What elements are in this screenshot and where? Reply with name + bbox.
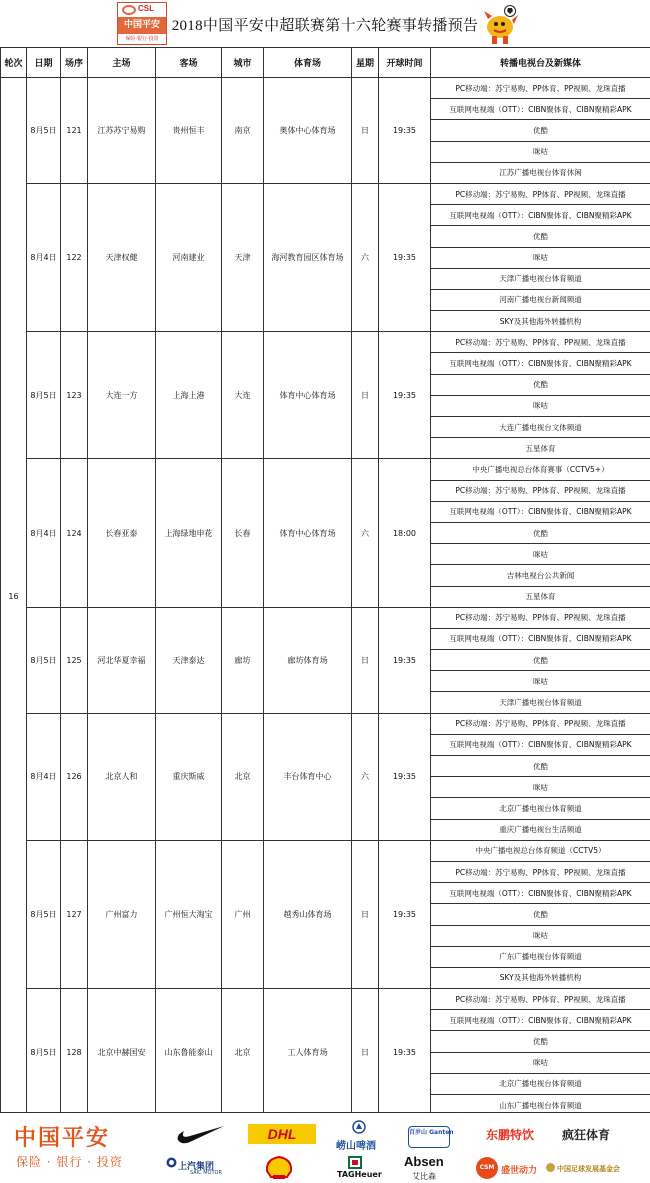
broadcaster-cell: PC移动端：苏宁易购、PP体育、PP视频、龙珠直播 — [431, 183, 650, 204]
broadcaster-cell: 天津广播电视台体育频道 — [431, 268, 650, 289]
match-seq: 122 — [61, 183, 88, 331]
broadcaster-cell: 中央广播电视总台体育赛事（CCTV5+） — [431, 459, 650, 480]
schedule-table — [0, 47, 650, 1116]
kickoff-time: 19:35 — [379, 78, 431, 184]
saic-sub: SAIC MOTOR — [190, 1170, 222, 1176]
absen-sub: 艾比森 — [412, 1172, 436, 1181]
broadcaster-cell: 优酷 — [431, 522, 650, 543]
shell-logo-icon — [264, 1155, 294, 1181]
home-team: 广州富力 — [88, 840, 156, 988]
broadcaster-cell: 优酷 — [431, 374, 650, 395]
match-seq: 123 — [61, 332, 88, 459]
table-header-row — [1, 48, 650, 78]
dongpeng-logo: 东鹏特饮 — [486, 1128, 535, 1142]
away-team: 重庆斯威 — [156, 713, 222, 840]
col-header-seq: 场序 — [61, 48, 88, 78]
tagheuer-logo: TAGHeuer — [337, 1170, 382, 1179]
broadcaster-cell: 五星体育 — [431, 438, 650, 459]
home-team: 北京人和 — [88, 713, 156, 840]
pingan-slogan: 保险 · 银行 · 投资 — [16, 1155, 123, 1169]
col-header-away: 客场 — [156, 48, 222, 78]
match-date: 8月5日 — [27, 332, 61, 459]
page-title: 2018中国平安中超联赛第十六轮赛事转播预告 — [171, 18, 479, 34]
dhl-logo: DHL — [248, 1124, 316, 1144]
broadcaster-cell: 重庆广播电视台生活频道 — [431, 819, 650, 840]
kickoff-time: 19:35 — [379, 713, 431, 840]
match-city: 北京 — [222, 713, 264, 840]
table-row — [1, 840, 650, 861]
broadcaster-cell: 咪咕 — [431, 925, 650, 946]
broadcaster-cell: 山东广播电视台体育频道 — [431, 1095, 650, 1116]
broadcaster-cell: PC移动端：苏宁易购、PP体育、PP视频、龙珠直播 — [431, 989, 650, 1010]
broadcaster-cell: 河南广播电视台新闻频道 — [431, 289, 650, 310]
broadcaster-cell: 优酷 — [431, 756, 650, 777]
nike-swoosh-icon — [176, 1122, 226, 1146]
table-row — [1, 989, 650, 1010]
broadcaster-cell: 江苏广播电视台体育休闲 — [431, 162, 650, 183]
match-date: 8月4日 — [27, 713, 61, 840]
page-header — [0, 0, 650, 47]
broadcaster-cell: 优酷 — [431, 904, 650, 925]
match-weekday: 日 — [352, 332, 379, 459]
broadcaster-cell: PC移动端：苏宁易购、PP体育、PP视频、龙珠直播 — [431, 713, 650, 734]
kickoff-time: 19:35 — [379, 989, 431, 1116]
match-stadium: 体育中心体育场 — [264, 459, 352, 607]
broadcaster-cell: 咪咕 — [431, 671, 650, 692]
tagheuer-badge-icon — [348, 1156, 362, 1169]
kickoff-time: 19:35 — [379, 183, 431, 331]
match-city: 大连 — [222, 332, 264, 459]
broadcaster-cell: 吉林电视台公共新闻 — [431, 565, 650, 586]
away-team: 山东鲁能泰山 — [156, 989, 222, 1116]
match-stadium: 丰台体育中心 — [264, 713, 352, 840]
match-weekday: 日 — [352, 840, 379, 988]
broadcaster-cell: 咪咕 — [431, 1052, 650, 1073]
pingan-logo: 中国平安 — [14, 1126, 111, 1151]
broadcaster-cell: PC移动端：苏宁易购、PP体育、PP视频、龙珠直播 — [431, 480, 650, 501]
broadcaster-cell: 咪咕 — [431, 247, 650, 268]
away-team: 上海绿地申花 — [156, 459, 222, 607]
match-city: 廊坊 — [222, 607, 264, 713]
csm-badge: CSM — [476, 1157, 498, 1179]
col-header-date: 日期 — [27, 48, 61, 78]
kickoff-time: 19:35 — [379, 840, 431, 988]
match-date: 8月5日 — [27, 989, 61, 1116]
csl-logo — [117, 2, 167, 45]
broadcaster-cell: 优酷 — [431, 650, 650, 671]
away-team: 天津泰达 — [156, 607, 222, 713]
match-stadium: 越秀山体育场 — [264, 840, 352, 988]
match-seq: 126 — [61, 713, 88, 840]
match-stadium: 工人体育场 — [264, 989, 352, 1116]
broadcaster-cell: PC移动端：苏宁易购、PP体育、PP视频、龙珠直播 — [431, 607, 650, 628]
away-team: 广州恒大淘宝 — [156, 840, 222, 988]
col-header-city: 城市 — [222, 48, 264, 78]
broadcaster-cell: 互联网电视端（OTT）：CIBN聚体育、CIBN聚精彩APK — [431, 1010, 650, 1031]
broadcaster-cell: 互联网电视端（OTT）：CIBN聚体育、CIBN聚精彩APK — [431, 883, 650, 904]
match-date: 8月4日 — [27, 183, 61, 331]
broadcaster-cell: 中央广播电视总台体育频道（CCTV5） — [431, 840, 650, 861]
broadcaster-cell: 北京广播电视台体育频道 — [431, 798, 650, 819]
absen-logo: Absen — [404, 1154, 444, 1169]
broadcaster-cell: SKY及其他海外转播机构 — [431, 311, 650, 332]
match-date: 8月5日 — [27, 78, 61, 184]
broadcaster-cell: 互联网电视端（OTT）：CIBN聚体育、CIBN聚精彩APK — [431, 628, 650, 649]
match-date: 8月4日 — [27, 459, 61, 607]
match-stadium: 廊坊体育场 — [264, 607, 352, 713]
broadcaster-cell: 广东广播电视台体育频道 — [431, 946, 650, 967]
table-row — [1, 607, 650, 628]
match-stadium: 海河教育园区体育场 — [264, 183, 352, 331]
broadcaster-cell: 咪咕 — [431, 544, 650, 565]
broadcaster-cell: 互联网电视端（OTT）：CIBN聚体育、CIBN聚精彩APK — [431, 99, 650, 120]
home-team: 北京中赫国安 — [88, 989, 156, 1116]
col-header-broadcasters: 转播电视台及新媒体 — [431, 48, 650, 78]
csl-logo-band: 中国平安 — [118, 17, 166, 34]
match-date: 8月5日 — [27, 607, 61, 713]
broadcaster-cell: 互联网电视端（OTT）：CIBN聚体育、CIBN聚精彩APK — [431, 205, 650, 226]
broadcaster-cell: SKY及其他海外转播机构 — [431, 967, 650, 988]
home-team: 江苏苏宁易购 — [88, 78, 156, 184]
broadcaster-cell: 大连广播电视台文体频道 — [431, 417, 650, 438]
match-date: 8月5日 — [27, 840, 61, 988]
match-weekday: 日 — [352, 607, 379, 713]
broadcaster-cell: 咪咕 — [431, 777, 650, 798]
broadcaster-cell: 天津广播电视台体育频道 — [431, 692, 650, 713]
csl-logo-sub: 保险·银行·投资 — [125, 36, 159, 42]
kuangre-logo: 疯狂体育 — [562, 1128, 611, 1142]
match-city: 南京 — [222, 78, 264, 184]
broadcaster-cell: PC移动端：苏宁易购、PP体育、PP视频、龙珠直播 — [431, 332, 650, 353]
round-cell: 16 — [1, 78, 27, 1116]
match-weekday: 六 — [352, 713, 379, 840]
match-seq: 127 — [61, 840, 88, 988]
broadcaster-cell: 互联网电视端（OTT）：CIBN聚体育、CIBN聚精彩APK — [431, 353, 650, 374]
col-header-kickoff: 开球时间 — [379, 48, 431, 78]
home-team: 长春亚泰 — [88, 459, 156, 607]
broadcaster-cell: 北京广播电视台体育频道 — [431, 1073, 650, 1094]
broadcaster-cell: 咪咕 — [431, 141, 650, 162]
match-seq: 121 — [61, 78, 88, 184]
match-city: 长春 — [222, 459, 264, 607]
laoshan-emblem-icon — [352, 1119, 366, 1135]
csl-ring-icon — [122, 5, 136, 15]
table-row — [1, 332, 650, 353]
match-weekday: 日 — [352, 78, 379, 184]
broadcaster-cell: 优酷 — [431, 120, 650, 141]
match-city: 北京 — [222, 989, 264, 1116]
table-row — [1, 459, 650, 480]
away-team: 河南建业 — [156, 183, 222, 331]
col-header-round: 轮次 — [1, 48, 27, 78]
col-header-home: 主场 — [88, 48, 156, 78]
table-row — [1, 183, 650, 204]
home-team: 河北华夏幸福 — [88, 607, 156, 713]
broadcaster-cell: PC移动端：苏宁易购、PP体育、PP视频、龙珠直播 — [431, 861, 650, 882]
ganten-logo: 百岁山 Ganten — [408, 1126, 450, 1148]
col-header-stadium: 体育场 — [264, 48, 352, 78]
broadcaster-cell: 优酷 — [431, 1031, 650, 1052]
broadcaster-cell: 互联网电视端（OTT）：CIBN聚体育、CIBN聚精彩APK — [431, 501, 650, 522]
match-city: 广州 — [222, 840, 264, 988]
table-row — [1, 713, 650, 734]
match-weekday: 六 — [352, 183, 379, 331]
csl-logo-text: CSL — [138, 4, 154, 13]
match-seq: 124 — [61, 459, 88, 607]
kickoff-time: 19:35 — [379, 607, 431, 713]
col-header-weekday: 星期 — [352, 48, 379, 78]
broadcaster-cell: PC移动端：苏宁易购、PP体育、PP视频、龙珠直播 — [431, 78, 650, 99]
match-city: 天津 — [222, 183, 264, 331]
match-seq: 128 — [61, 989, 88, 1116]
sponsor-bar — [0, 1112, 650, 1183]
laoshan-logo: 崂山啤酒 — [336, 1141, 376, 1152]
match-stadium: 奥体中心体育场 — [264, 78, 352, 184]
match-weekday: 日 — [352, 989, 379, 1116]
broadcaster-cell: 互联网电视端（OTT）：CIBN聚体育、CIBN聚精彩APK — [431, 734, 650, 755]
mascot-icon — [480, 3, 526, 45]
saic-logo: 上汽集团 — [178, 1162, 215, 1172]
kickoff-time: 19:35 — [379, 332, 431, 459]
broadcaster-cell: 优酷 — [431, 226, 650, 247]
home-team: 大连一方 — [88, 332, 156, 459]
broadcaster-cell: 咪咕 — [431, 395, 650, 416]
broadcaster-cell: 五星体育 — [431, 586, 650, 607]
kickoff-time: 18:00 — [379, 459, 431, 607]
table-row — [1, 78, 650, 99]
home-team: 天津权健 — [88, 183, 156, 331]
csm-text: 盛世动力 — [501, 1166, 538, 1176]
fund-emblem-icon — [546, 1163, 555, 1172]
away-team: 贵州恒丰 — [156, 78, 222, 184]
saic-emblem-icon — [166, 1157, 177, 1168]
away-team: 上海上港 — [156, 332, 222, 459]
fund-logo: 中国足球发展基金会 — [557, 1165, 620, 1173]
match-stadium: 体育中心体育场 — [264, 332, 352, 459]
match-weekday: 六 — [352, 459, 379, 607]
match-seq: 125 — [61, 607, 88, 713]
